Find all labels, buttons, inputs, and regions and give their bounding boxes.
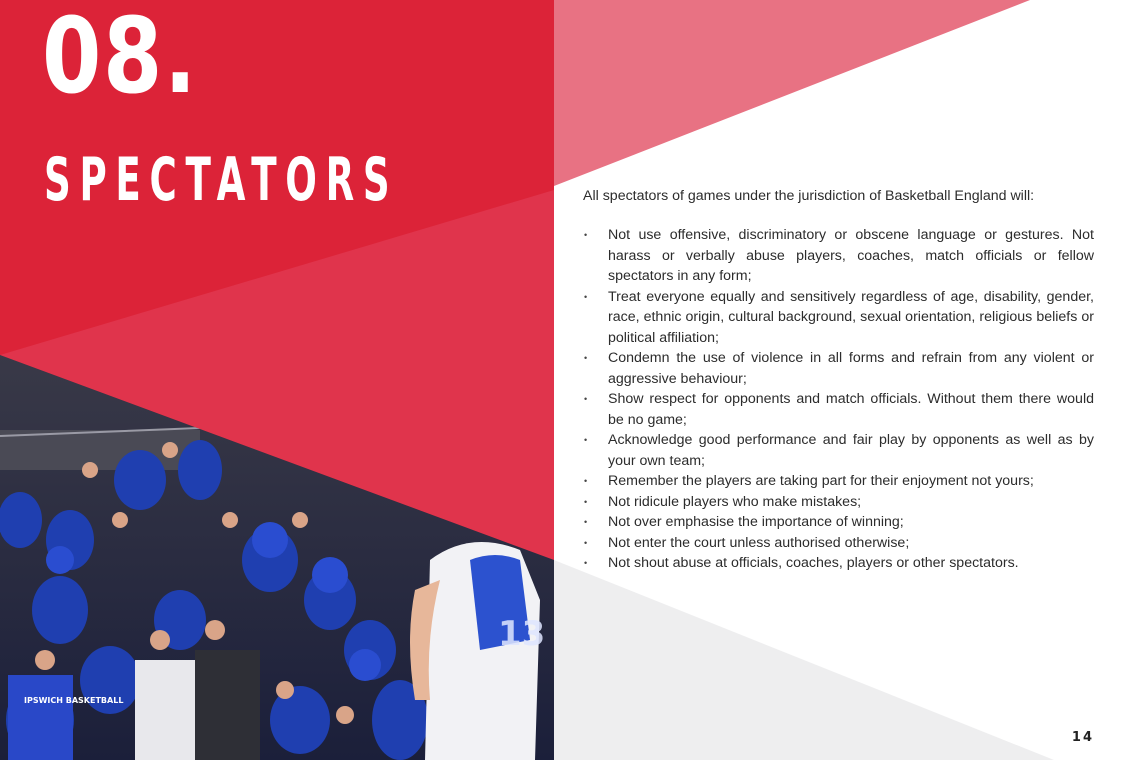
rule-item: • Not over emphasise the importance of winning; — [583, 512, 1094, 533]
intro-text: All spectators of games under the jurisdiction of Basketball England will: — [583, 188, 1035, 204]
jersey-number: 13 — [498, 614, 546, 654]
rule-item: • Not use offensive, discriminatory or obscene language or gestures. Not harass or verbally abuse players, coaches, match officials or fellow spectators in any form; — [583, 225, 1094, 287]
rule-item: • Not shout abuse at officials, coaches, players or other spectators. — [583, 553, 1094, 574]
section-number: 08. — [42, 0, 198, 117]
left-panel — [0, 0, 554, 760]
rule-item: • Condemn the use of violence in all forms and refrain from any violent or aggressive behaviour; — [583, 348, 1094, 389]
rule-item: • Treat everyone equally and sensitively regardless of age, disability, gender, race, ethnic origin, cultural background, sexual orientation, religious beliefs or political affiliation; — [583, 287, 1094, 349]
rules-list — [583, 225, 1094, 574]
rule-item: • Not enter the court unless authorised otherwise; — [583, 533, 1094, 554]
right-panel — [554, 0, 1140, 760]
section-title: SPECTATORS — [44, 145, 399, 215]
rule-item: • Remember the players are taking part for their enjoyment not yours; — [583, 471, 1094, 492]
rule-item: • Acknowledge good performance and fair play by opponents as well as by your own team; — [583, 430, 1094, 471]
page-number: 14 — [1071, 730, 1094, 745]
rule-item: • Show respect for opponents and match officials. Without them there would be no game; — [583, 389, 1094, 430]
rule-item: • Not ridicule players who make mistakes; — [583, 492, 1094, 513]
shirt-text: IPSWICH BASKETBALL — [24, 696, 124, 705]
